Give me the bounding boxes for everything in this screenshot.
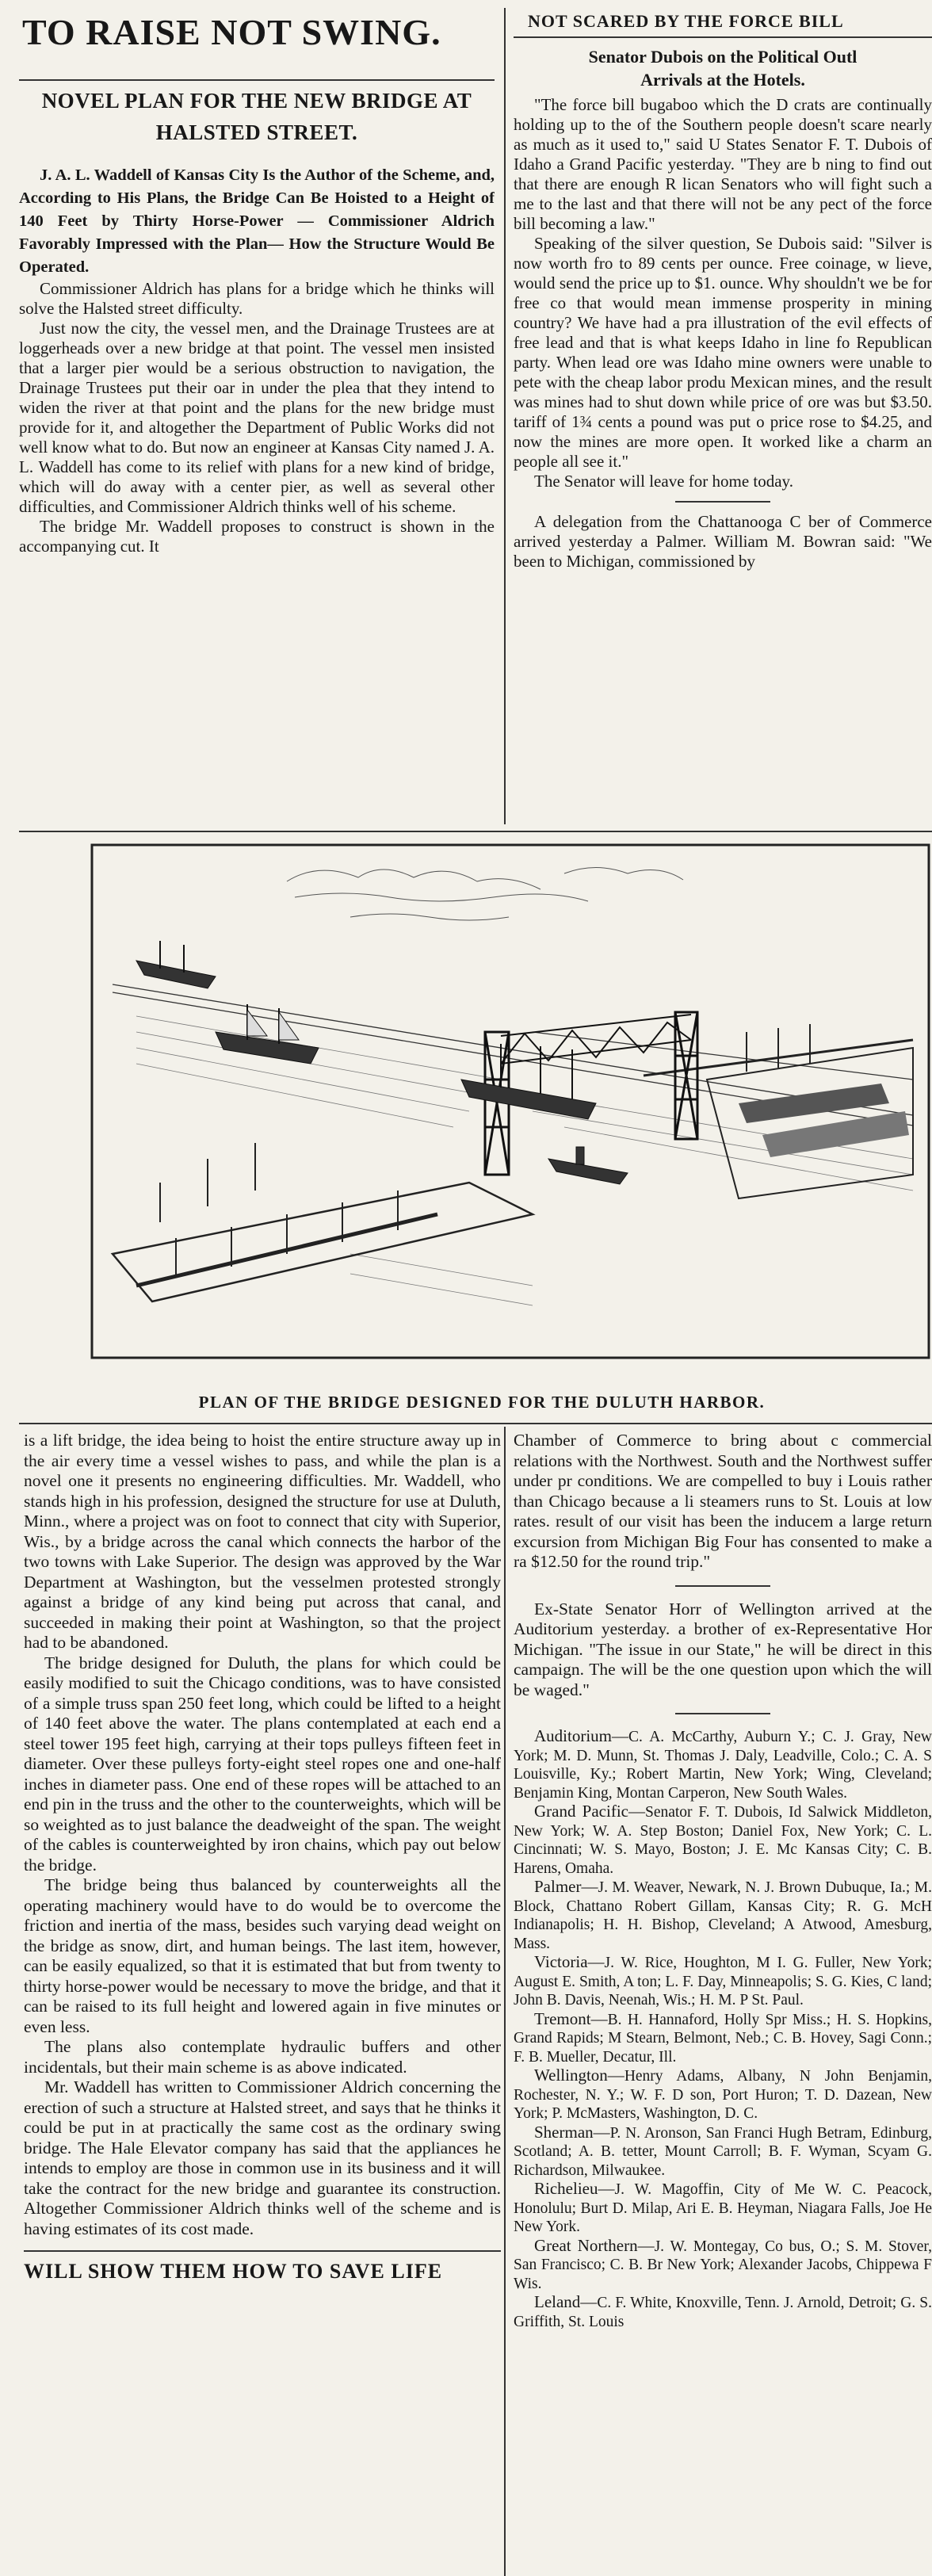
hotel-name: Grand Pacific—	[534, 1802, 645, 1821]
paragraph: The bridge Mr. Waddell proposes to construct is shown in the accompanying cut. It	[19, 517, 495, 556]
hotel-name: Leland—	[534, 2292, 598, 2311]
hotel-guests: C. F. White, Knoxville, Tenn. J. Arnold, Detroit; G. S. Griffith, St. Louis	[514, 2295, 932, 2330]
right-article-body-continued	[514, 1431, 932, 1714]
headline: TO RAISE NOT SWING.	[22, 12, 441, 52]
right-article-continued	[514, 1431, 932, 2576]
article-body-continued	[24, 1431, 501, 2239]
hotel-arrival-entry	[514, 2066, 932, 2123]
right-headline: NOT SCARED BY THE FORCE BILL	[528, 11, 844, 31]
rule-above-bottom-head	[24, 2250, 501, 2252]
hotel-guests: J. W. Montegay, Co bus, O.; S. M. Stover, San Francisco; C. B. Br New York; Alexander Jacobs, Chippewa F Wis.	[514, 2238, 932, 2292]
subhead: NOVEL PLAN FOR THE NEW BRIDGE AT HALSTED STREET.	[41, 89, 472, 144]
paragraph: The plans also contemplate hydraulic buffers and other incidentals, but their main scheme is as above indicated.	[24, 2037, 501, 2077]
hotel-arrival-entry	[514, 1878, 932, 1953]
hotel-arrival-entry	[514, 2180, 932, 2237]
hotel-guests: Henry Adams, Albany, N John Benjamin, Rochester, N. Y.; W. F. D son, Port Huron; T. D. Dazean, New York; P. McMasters, Washington, D. C.	[514, 2068, 932, 2122]
hotel-arrival-entry	[514, 1953, 932, 2010]
paragraph: The bridge designed for Duluth, the plans for which could be easily modified to suit the Chicago conditions, was to have consisted of a simple truss span 250 feet long, which could be lifted to a height of 140 feet above the water. The plans contemplated at each end a steel tower 195 feet high, carrying at their tops pulleys fifteen feet in diameter. Over these pulleys forty-eight steel ropes one and one-half inches in diameter pass. One end of these ropes will be attached to an end pin in the truss and the other to the counterweights, which will be so weighted as to just balance the deadweight of the span. The weight of the cables is counterweighted by iron chains, which pay out below the bridge.	[24, 1653, 501, 1875]
paragraph: Just now the city, the vessel men, and the Drainage Trustees are at loggerheads over a new bridge at that point. The vessel men insisted that a larger pier would be a serious obstruction to navigation, the Drainage Trustees put their oar in under the plea that they intend to widen the river at that point and the plans for the new bridge must provide for it, and altogether the Department of Public Works did not well know what to do. But now an engineer at Kansas City named J. A. L. Waddell has come to its relief with plans for a new kind of bridge, which will do away with a center pier, as well as several other difficulties, and Commissioner Aldrich thinks well of his scheme.	[19, 319, 495, 516]
hotel-arrival-entry	[514, 2293, 932, 2331]
deck: J. A. L. Waddell of Kansas City Is the Author of the Scheme, and, According to His Plans, the Bridge Can Be Hoisted to a Height of 140 Feet by Thirty Horse-Power — Commissioner Aldrich Favorably Impressed with the Plan— How the Structure Would Be Operated.	[19, 166, 495, 276]
paragraph: Mr. Waddell has written to Commissioner Aldrich concerning the erection of such a structure at Halsted street, and says that he thinks it could be put in at practically the same cost as the ordinary swing bridge. The Hale Elevator company has said that the appliances he intends to employ are those in common use in its business and it will take the contract for the new bridge and guarantee its construction. Altogether Commissioner Aldrich thinks well of the scheme and is having estimates of its cost made.	[24, 2077, 501, 2238]
hotel-name: Victoria—	[534, 1952, 605, 1971]
hotel-guests: P. N. Aronson, San Franci Hugh Betram, Edinburg, Scotland; A. B. tetter, Mount Carroll; B. F. Wyman, Scyam G. Richardson, Milwaukee.	[514, 2124, 932, 2179]
bottom-headline: WILL SHOW THEM HOW TO SAVE LIFE	[24, 2260, 443, 2283]
hotel-name: Tremont—	[534, 2008, 608, 2028]
right-article	[514, 11, 932, 826]
hotel-arrival-entry	[514, 1802, 932, 1878]
hotel-name: Auditorium—	[534, 1726, 628, 1745]
paragraph: "The force bill bugaboo which the D crats are continually holding up to the of the Southern people doesn't scare nearly as much as it used to," said U States Senator F. T. Dubois of Idaho a Grand Pacific yesterday. "They are b ning to find out that there are enough R lican Senators who will fight such a me to the last and that there will not be any pect of the force bill becoming a law."	[514, 95, 932, 233]
lift-bridge-engraving	[89, 842, 932, 1361]
paragraph: Chamber of Commerce to bring about c commercial relations with the Northwest. South and the Northwest suffer under pr conditions. We are compelled to buy i Louis rather than Chicago because a li steamers runs to St. Louis at low rates. result of our visit has been the inducem a large return excursion from Michigan Big Four has consented to make a ra $12.50 for the round trip."	[514, 1431, 932, 1571]
paragraph: The bridge being thus balanced by counterweights all the operating machinery would have to do would be to overcome the friction and inertia of the mass, besides such varying dead weight on the bridge as snow, dirt, and human beings. The last item, however, can be easily equalized, so that it is estimated that but from twenty to thirty horse-power would be necessary to move the bridge, and that it can be raised to its full height and lowered again in five minutes or even less.	[24, 1875, 501, 2036]
column-rule-top	[504, 8, 506, 824]
hotel-guests: Senator F. T. Dubois, Id Salwick Middleton, New York; W. A. Step Boston; Daniel Fox, New York; C. L. Cincinnati; W. S. Mayo, Boston; J. E. Mc Kansas City; C. B. Harens, Omaha.	[514, 1804, 932, 1877]
rule-under-caption	[19, 1423, 932, 1424]
separator	[675, 1713, 770, 1714]
separator	[675, 1585, 770, 1587]
left-article	[19, 11, 495, 826]
paragraph: Speaking of the silver question, Se Dubois said: "Silver is now worth fro to 89 cents per ounce. Free coinage, w lieve, would send the price up to $1. ounce. Why shouldn't we be for free co that would mean immense prosperity in mining country? We have had a pra illustration of the evil effects of free lead and that is what keeps Idaho in line fo Republican party. When lead ore was Idaho mine owners were unable to pete with the cheap labor produ Mexican mines, and the result was mines had to shut down while price of ore was but $3.50. tariff of 1¾ cents a pound was put o price rose to $4.25, and now the mines are more open. It worked like a charm an people all see it."	[514, 234, 932, 471]
right-deck-line2: Arrivals at the Hotels.	[640, 70, 805, 90]
hotel-name: Great Northern—	[534, 2235, 655, 2255]
left-article-continued	[24, 1431, 501, 2576]
paragraph: is a lift bridge, the idea being to hoist the entire structure away up in the air every time a vessel wishes to pass, and while the plan is a novel one it presents no engineering difficulties. Mr. Waddell, who stands high in his profession, designed the structure for use at Duluth, Minn., where a project was on foot to connect that city with Superior, Wis., by a bridge across the canal which connects the harbor of the two towns with Lake Superior. The design was approved by the War Department at Washington, but the vesselmen protested strongly against a bridge of any kind being put across that canal, and succeeded in making their point at Washington, so that the project had to be abandoned.	[24, 1431, 501, 1652]
hotel-name: Wellington—	[534, 2066, 625, 2085]
right-deck-line1: Senator Dubois on the Political Outl	[588, 47, 858, 67]
hotel-arrival-entry	[514, 2010, 932, 2067]
hotel-arrival-entry	[514, 2123, 932, 2180]
hotel-arrival-entry	[514, 1727, 932, 1802]
rule-under-right-headline	[514, 36, 932, 38]
paragraph: Commissioner Aldrich has plans for a bridge which he thinks will solve the Halsted street difficulty.	[19, 279, 495, 318]
hotel-guests: B. H. Hannaford, Holly Spr Miss.; H. S. Hopkins, Grand Rapids; M Stearn, Belmont, Neb.; C. B. Hovey, Sagi Conn.; F. B. Mueller, Decatur, Ill.	[514, 2011, 932, 2066]
hotel-name: Palmer—	[534, 1877, 598, 1896]
paragraph: The Senator will leave for home today.	[534, 472, 793, 491]
bridge-illustration-svg	[89, 842, 932, 1361]
paragraph: Ex-State Senator Horr of Wellington arrived at the Auditorium yesterday. a brother of ex-Representative Hor Michigan. "The issue in our State," he will be direct in this campaign. The will be the one question upon which the will be waged."	[514, 1599, 932, 1699]
hotel-arrivals	[514, 1727, 932, 2331]
hotel-guests: J. M. Weaver, Newark, N. J. Brown Dubuque, Ia.; M. Block, Chattano Robert Gillam, Kansas City; R. G. McH Indianapolis; H. H. Bishop, Cleveland; A Atwood, Amesburg, Mass.	[514, 1879, 932, 1952]
hotel-name: Richelieu—	[534, 2179, 615, 2198]
rule-above-illustration	[19, 831, 932, 832]
hotel-guests: J. W. Magoffin, City of Me W. C. Peacock, Honolulu; Burt D. Milap, Ari E. B. Heyman, Niagara Falls, Joe He New York.	[514, 2181, 932, 2235]
paragraph: A delegation from the Chattanooga C ber of Commerce arrived yesterday a Palmer. William M. Bowran said: "We been to Michigan, commissioned by	[514, 512, 932, 571]
hotel-guests: J. W. Rice, Houghton, M I. G. Fuller, New York; August E. Smith, A ton; L. F. Day, Minneapolis; S. G. Kies, C land; John B. Davis, Neenah, Wis.; H. M. P St. Paul.	[514, 1955, 932, 2008]
hotel-guests: C. A. McCarthy, Auburn Y.; C. J. Gray, New York; M. D. Munn, St. Thomas J. Daly, Leadville, Colo.; C. A. S Louisville, Ky.; Robert Martin, New York; Wing, Cleveland; Benjamin King, Montan Carperon, New South Wales.	[514, 1729, 932, 1802]
right-article-body	[514, 95, 932, 571]
hotel-name: Sherman—	[534, 2122, 610, 2142]
column-rule-bottom	[504, 1427, 506, 2576]
article-body	[19, 279, 495, 556]
separator	[675, 501, 770, 503]
illustration-caption: PLAN OF THE BRIDGE DESIGNED FOR THE DULUTH HARBOR.	[198, 1393, 766, 1412]
hotel-arrival-entry	[514, 2237, 932, 2294]
